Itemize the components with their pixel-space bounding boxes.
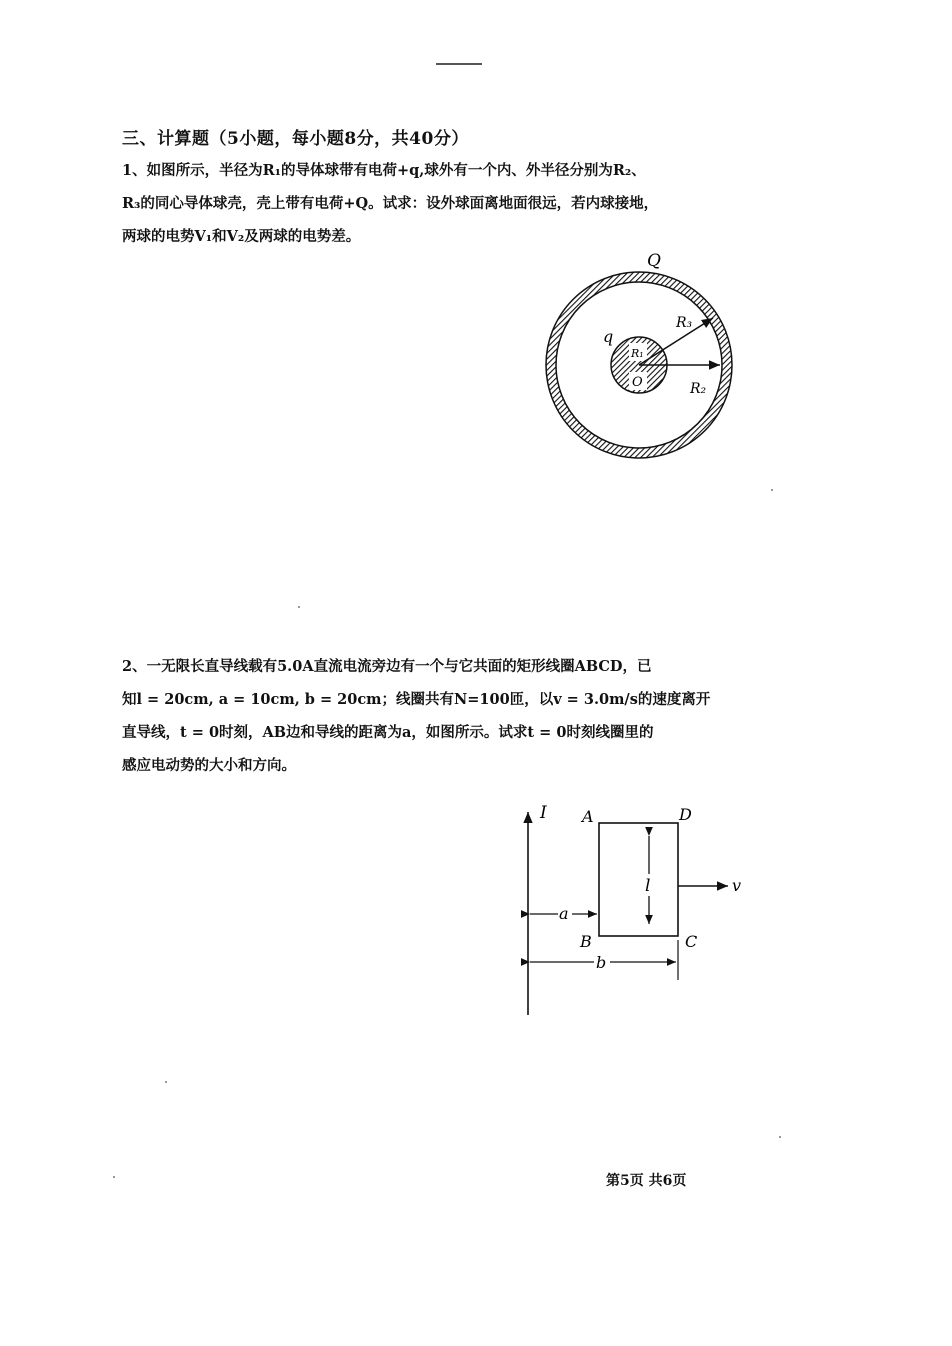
question-1-text [122,154,762,253]
label-q: q [603,327,614,346]
label-l: l [645,876,651,896]
question-2-text [122,650,762,782]
page-top-mark [436,63,482,65]
label-C: C [685,932,698,951]
scan-speck [298,606,300,608]
label-R1: R₁ [631,347,644,360]
rectangular-coil [599,823,678,936]
question-2-line: 直导线，t = 0时刻，AB边和导线的距离为a，如图所示。试求t = 0时刻线圈里的 [122,724,654,741]
question-2-line: 知l = 20cm, a = 10cm, b = 20cm；线圈共有N=100匝，以v = 3.0m/s的速度离开 [122,691,711,708]
label-A: A [582,807,594,826]
label-O: O [632,375,643,390]
question-2-line: 感应电动势的大小和方向。 [122,757,296,774]
scan-speck [113,1176,115,1178]
label-R3: R₃ [676,315,693,331]
label-B: B [580,932,592,951]
wire-loop-figure [510,790,760,1025]
label-R2: R₂ [690,381,707,397]
label-Q: Q [647,251,661,271]
question-1-line: R₃的同心导体球壳，壳上带有电荷+Q。试求：设外球面离地面很远，若内球接地， [122,195,659,212]
concentric-spheres-figure [530,245,750,470]
page-number: 第5页 共6页 [606,1173,687,1189]
question-1-line: 1、如图所示，半径为R₁的导体球带有电荷+q,球外有一个内、外半径分别为R₂、 [122,162,646,179]
scan-speck [779,1136,781,1138]
label-I: I [540,803,547,823]
question-1-line: 两球的电势V₁和V₂及两球的电势差。 [122,228,361,245]
section-title: 三、计算题（5小题，每小题8分，共40分） [122,129,469,149]
label-D: D [679,805,692,824]
label-b: b [596,953,607,972]
question-2-line: 2、一无限长直导线载有5.0A直流电流旁边有一个与它共面的矩形线圈ABCD，已 [122,658,652,675]
scan-speck [165,1081,167,1083]
scan-speck [771,489,773,491]
label-v: v [732,876,742,895]
label-a: a [559,904,569,923]
